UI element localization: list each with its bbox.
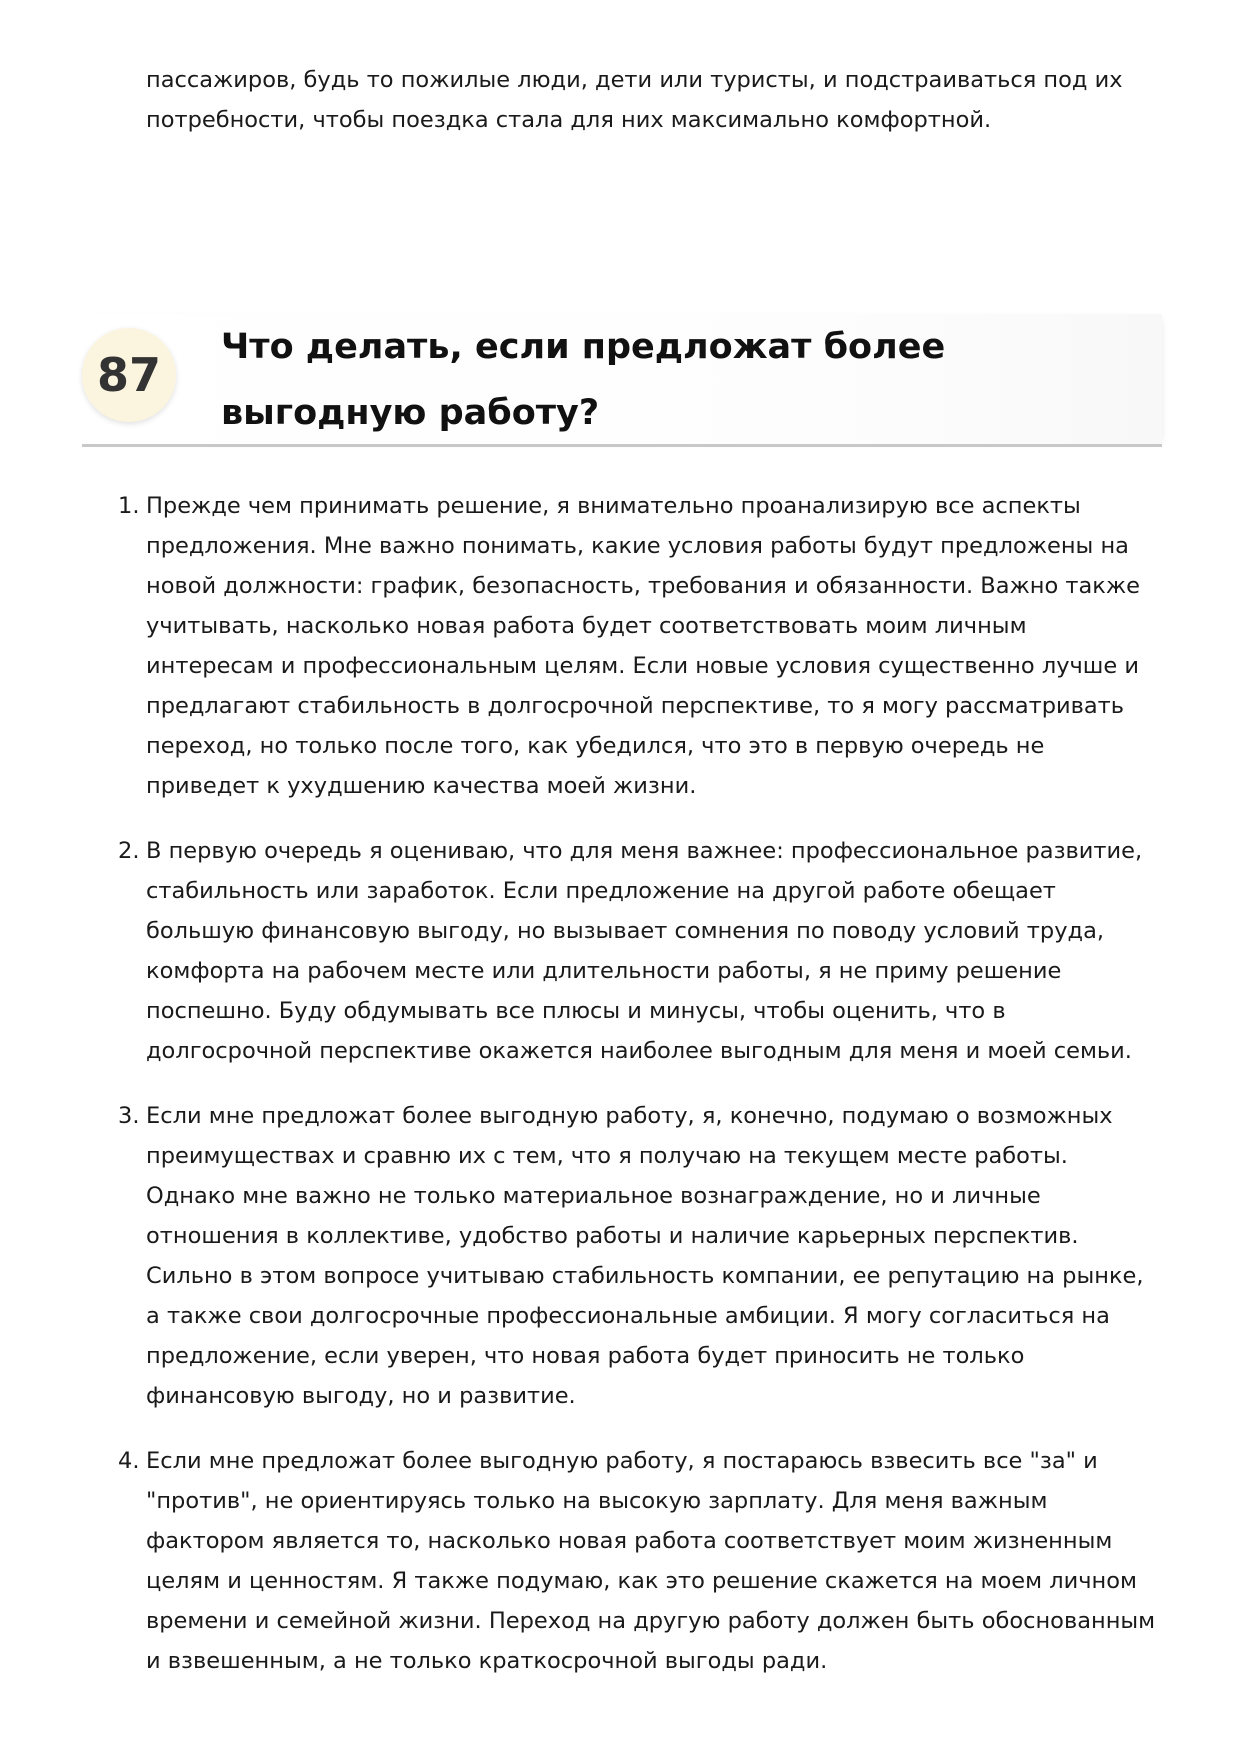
answer-list — [118, 486, 1156, 1706]
answer-item — [118, 1441, 1156, 1681]
intro-paragraph: пассажиров, будь то пожилые люди, дети или туристы, и подстраиваться под их потребности, чтобы поездка стала для них максимально комфортной. — [146, 67, 1123, 133]
answer-number: 4. — [118, 1448, 140, 1474]
answer-text: Если мне предложат более выгодную работу, я постараюсь взвесить все "за" и "против", не ориентируясь только на высокую зарплату. Для меня важным фактором является то, насколько новая работа соответствует моим жизненным целям и ценностям. Я также подумаю, как это решение скажется на моем личном времени и семейной жизни. Переход на другую работу должен быть обоснованным и взвешенным, а не только краткосрочной выгоды ради. — [146, 1448, 1156, 1674]
answer-text: Если мне предложат более выгодную работу, я, конечно, подумаю о возможных преимуществах и сравню их с тем, что я получаю на текущем месте работы. Однако мне важно не только материальное вознаграждение, но и личные отношения в коллективе, удобство работы и наличие карьерных перспектив. Сильно в этом вопросе учитываю стабильность компании, ее репутацию на рынке, а также свои долгосрочные профессиональные амбиции. Я могу согласиться на предложение, если уверен, что новая работа будет приносить не только финансовую выгоду, но и развитие. — [146, 1103, 1144, 1409]
answer-text: В первую очередь я оцениваю, что для меня важнее: профессиональное развитие, стабильность или заработок. Если предложение на другой работе обещает большую финансовую выгоду, но вызывает сомнения по поводу условий труда, комфорта на рабочем месте или длительности работы, я не приму решение поспешно. Буду обдумывать все плюсы и минусы, чтобы оценить, что в долгосрочной перспективе окажется наиболее выгодным для меня и моей семьи. — [146, 838, 1143, 1064]
answer-number: 3. — [118, 1103, 140, 1129]
section-number-badge: 87 — [82, 328, 176, 422]
section-header — [82, 314, 1162, 447]
answer-item — [118, 831, 1156, 1071]
answer-number: 1. — [118, 493, 140, 519]
answer-number: 2. — [118, 838, 140, 864]
answer-item — [118, 1096, 1156, 1416]
answer-item — [118, 486, 1156, 806]
answer-text: Прежде чем принимать решение, я внимательно проанализирую все аспекты предложения. Мне важно понимать, какие условия работы будут предложены на новой должности: график, безопасность, требования и обязанности. Важно также учитывать, насколько новая работа будет соответствовать моим личным интересам и профессиональным целям. Если новые условия существенно лучше и предлагают стабильность в долгосрочной перспективе, то я могу рассматривать переход, но только после того, как убедился, что это в первую очередь не приведет к ухудшению качества моей жизни. — [146, 493, 1140, 799]
section-title: Что делать, если предложат более выгодную работу? — [221, 327, 946, 433]
